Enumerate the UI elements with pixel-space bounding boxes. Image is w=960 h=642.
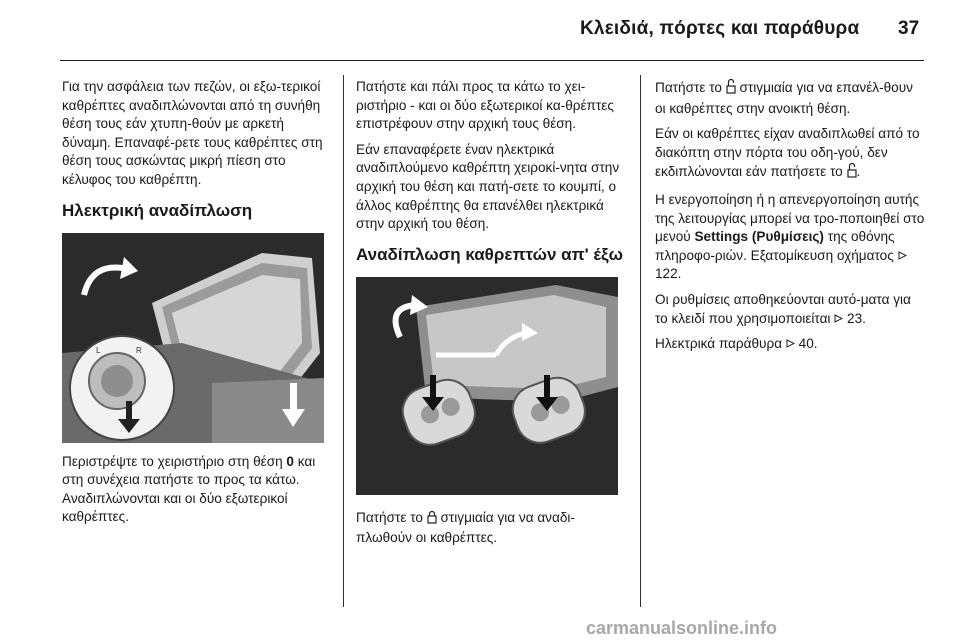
section-heading-electric-folding: Ηλεκτρική αναδίπλωση <box>62 200 253 220</box>
page-number: 37 <box>898 18 920 39</box>
paragraph: Ηλεκτρικά παράθυρα 40. <box>655 336 818 352</box>
unlock-icon <box>726 78 736 100</box>
paragraph: Πατήστε το στιγμιαία για να επανέλ-θουν οι καθρέπτες στην ανοικτή θέση. <box>655 80 913 116</box>
reference-arrow-icon <box>898 247 907 256</box>
lock-icon <box>427 510 437 530</box>
page-reference-link[interactable]: 122. <box>655 266 682 282</box>
paragraph: Εάν επαναφέρετε έναν ηλεκτρικά αναδιπλούμενο καθρέπτη χειροκί-νητα στην αρχική του θέση και πατή-σετε το κουμπί, ο άλλος καθρέπτης θα επανέλθει ηλεκτρικά στην αρχική του θέση. <box>356 141 620 232</box>
intro-paragraph: Για την ασφάλεια των πεζών, οι εξω-τερικοί καθρέπτες αναδιπλώνονται από τη συνήθη θέση τους εάν χτυπη-θούν με αρκετή δύναμη. Επαναφέ-ρετε τους καθρέπτες στη θέση τους ασκώντας μικρή πίεση στο κέλυφος του καθρέπτη. <box>62 79 323 187</box>
figure-1-caption: Περιστρέψτε το χειριστήριο στη θέση 0 και στη συνέχεια πατήστε το προς τα κάτω. Αναδιπλώνονται και οι δύο εξωτερικοί καθρέπτες. <box>62 453 316 525</box>
column-divider <box>343 75 344 607</box>
page-reference-link[interactable]: 40. <box>798 336 818 352</box>
mirror-control-illustration <box>62 233 324 443</box>
header-rule <box>60 60 924 61</box>
paragraph: Πατήστε και πάλι προς τα κάτω το χει-ριστήριο - και οι δύο εξωτερικοί κα-θρέπτες επιστρέφουν στην αρχική τους θέση. <box>356 79 614 132</box>
page-header-title: Κλειδιά, πόρτες και παράθυρα <box>580 18 860 39</box>
svg-text:L: L <box>96 345 101 355</box>
figure-2-caption: Πατήστε το στιγμιαία για να αναδι-πλωθούν οι καθρέπτες. <box>356 509 575 546</box>
reference-arrow-icon <box>786 335 795 344</box>
column-1 <box>62 78 330 534</box>
settings-menu-label: Settings (Ρυθμίσεις) <box>694 229 824 245</box>
section-heading-remote-folding: Αναδίπλωση καθρεπτών απ' έξω <box>356 244 623 264</box>
column-3 <box>655 78 927 361</box>
column-divider <box>640 75 641 607</box>
paragraph: Εάν οι καθρέπτες είχαν αναδιπλωθεί από το διακόπτη στην πόρτα του οδη-γού, δεν εκδιπλώνονται εάν πατήσετε το . <box>655 125 927 184</box>
paragraph: Η ενεργοποίηση ή η απενεργοποίηση αυτής της λειτουργίας μπορεί να τρο-ποποιηθεί στο μενού Settings (Ρυθμίσεις) της οθόνης πληροφο-ριών. Εξατομίκευση οχήματος 122. <box>655 191 925 282</box>
page-reference-link[interactable]: 23. <box>847 310 866 326</box>
paragraph: Οι ρυθμίσεις αποθηκεύονται αυτό-ματα για το κλειδί που χρησιμοποιείται 23. <box>655 291 911 326</box>
column-2 <box>356 78 624 555</box>
remote-key-illustration <box>356 277 618 495</box>
watermark: carmanualsonline.info <box>586 618 778 638</box>
unlock-icon <box>847 162 857 184</box>
reference-arrow-icon <box>834 310 843 319</box>
svg-text:R: R <box>136 345 142 355</box>
